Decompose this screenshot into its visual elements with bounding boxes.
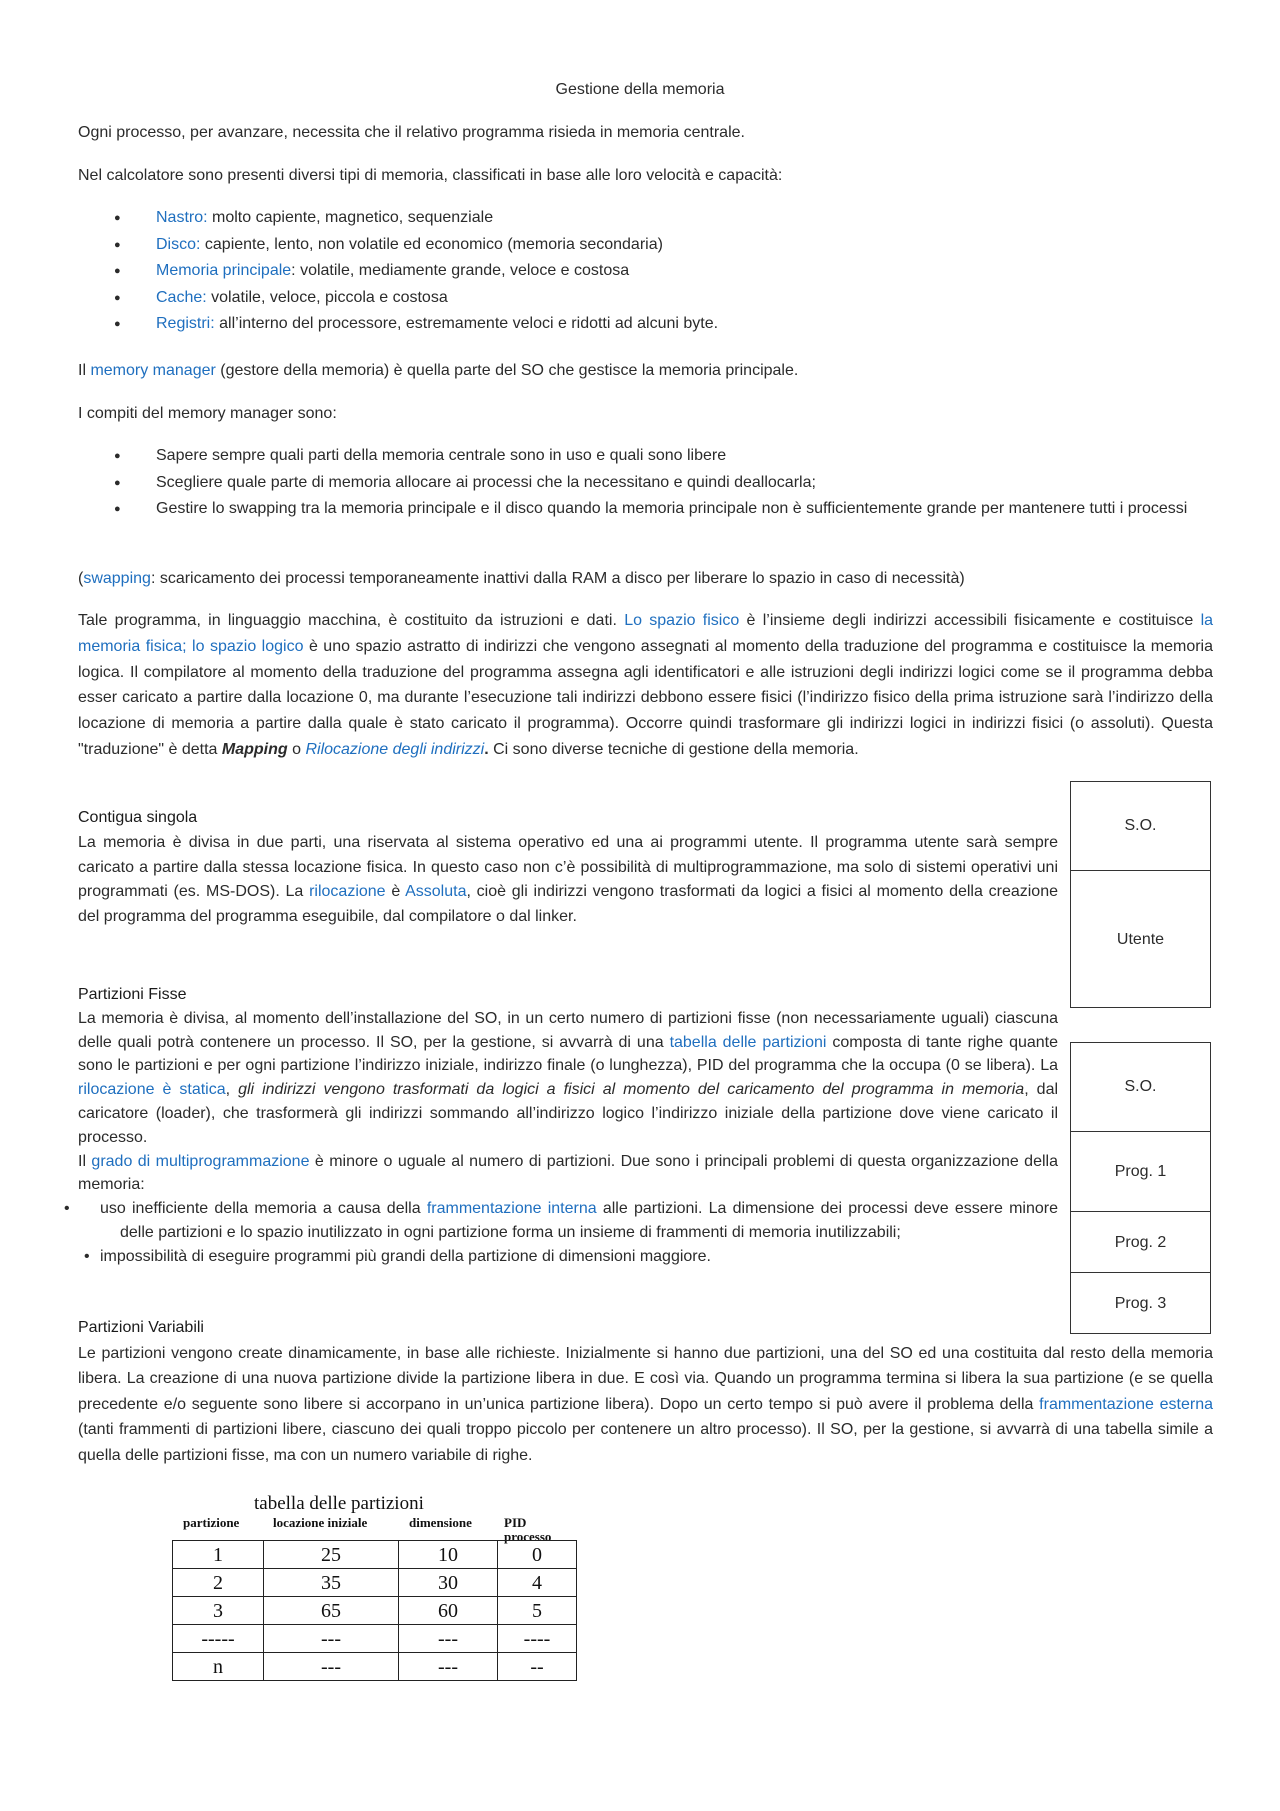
table-header-start: locazione iniziale	[273, 1515, 368, 1530]
list-item: ● Registri: all’interno del processore, estremamente veloci e ridotti ad alcuni byte.	[78, 311, 1213, 338]
table-cell: 10	[399, 1541, 498, 1569]
diagram-cell-os: S.O.	[1124, 817, 1157, 834]
table-cell: 2	[173, 1569, 264, 1597]
tasks-list	[78, 443, 1213, 523]
section-body: La memoria è divisa, al momento dell’installazione del SO, in un certo numero di partizioni fisse (non necessariamente uguali) ciascuna delle quali potrà contenere un processo. Il SO, per la gestione, si avvarrà di una tabella delle partizioni composta di tante righe quante sono le partizioni e per ogni partizione l’indirizzo iniziale, indirizzo finale (o lunghezza), PID del programma che la occupa (0 se libera). La rilocazione è statica, gli indirizzi vengono trasformati da logici a fisici al momento del caricamento del programma in memoria, dal caricatore (loader), che trasformerà gli indirizzi sommando all’indirizzo logico l’indirizzo iniziale della partizione dove viene caricato il processo.	[78, 1009, 1059, 1146]
memory-types-list	[78, 205, 1213, 338]
diagram-cell-prog2: Prog. 2	[1071, 1211, 1210, 1273]
table-cell: ---	[399, 1653, 498, 1681]
table-cell: 4	[498, 1569, 577, 1597]
table-cell: 25	[264, 1541, 399, 1569]
section-partizioni-variabili	[78, 1315, 1213, 1469]
tasks-intro: I compiti del memory manager sono:	[78, 405, 337, 422]
intro-paragraph-1: Ogni processo, per avanzare, necessita che il relativo programma risieda in memoria centrale.	[78, 124, 745, 141]
table-cell: ----	[498, 1625, 577, 1653]
section-heading: Partizioni Variabili	[78, 1319, 204, 1336]
table-cell: 30	[399, 1569, 498, 1597]
table-cell: 1	[173, 1541, 264, 1569]
table-row	[173, 1625, 577, 1653]
table-cell: --	[498, 1653, 577, 1681]
page-title: Gestione della memoria	[555, 81, 725, 98]
memory-manager-paragraph: Il memory manager (gestore della memoria) è quella parte del SO che gestisce la memoria principale.	[78, 362, 799, 379]
table-cell: n	[173, 1653, 264, 1681]
table-row	[173, 1653, 577, 1681]
table-cell: 5	[498, 1597, 577, 1625]
section-body: La memoria è divisa in due parti, una riservata al sistema operativo ed una ai programmi utente. Il programma utente sarà sempre caricato a partire dalla stessa locazione fisica. In questo caso non c’è possibilità di multiprogrammazione, ma solo di sistemi operativi uni programmati (es. MS-DOS). La rilocazione è Assoluta, cioè gli indirizzi vengono trasformati da logici a fisici al momento della creazione del programma del programma eseguibile, dal compilatore o dal linker.	[78, 833, 1059, 926]
table-cell: 0	[498, 1541, 577, 1569]
list-item: ● Cache: volatile, veloce, piccola e costosa	[78, 285, 1213, 312]
section-contigua-singola	[78, 806, 1058, 930]
table-header-pid: PID processo	[504, 1515, 552, 1544]
section-partizioni-fisse	[78, 983, 1058, 1269]
address-space-paragraph: Tale programma, in linguaggio macchina, è costituito da istruzioni e dati. Lo spazio fisico è l’insieme degli indirizzi accessibili fisicamente e costituisce la memoria fisica; lo spazio logico è uno spazio astratto di indirizzi che vengono assegnati al momento della traduzione del programma e costituisce la memoria logica. Il compilatore al momento della traduzione del programma assegna agli identificatori e alle istruzioni degli indirizzi logici come se il programma debba esser caricato a partire dalla locazione 0, ma durante l’esecuzione tali indirizzi debbono essere fisici (l’indirizzo fisico della prima istruzione sarà l’indirizzo della locazione di memoria a partire dalla quale è stato caricato il programma). Occorre quindi trasformare gli indirizzi logici in indirizzi fisici (o assoluti). Questa "traduzione" è detta Mapping o Rilocazione degli indirizzi. Ci sono diverse tecniche di gestione della memoria.	[78, 612, 1214, 758]
table-cell: 3	[173, 1597, 264, 1625]
table-row	[173, 1569, 577, 1597]
table-header-size: dimensione	[409, 1515, 472, 1530]
list-item: ● Scegliere quale parte di memoria allocare ai processi che la necessitano e quindi deallocarla;	[78, 470, 1213, 497]
table-cell: 35	[264, 1569, 399, 1597]
partition-table	[172, 1540, 577, 1681]
table-cell: 60	[399, 1597, 498, 1625]
list-item: ● Memoria principale: volatile, mediamente grande, veloce e costosa	[78, 258, 1213, 285]
list-item: • uso inefficiente della memoria a causa della frammentazione interna alle partizioni. La dimensione dei processi deve essere minore delle partizioni e lo spazio inutilizzato in ogni partizione forma un insieme di frammenti di memoria inutilizzabili;	[78, 1197, 1058, 1245]
section-body-2: Il grado di multiprogrammazione è minore o uguale al numero di partizioni. Due sono i principali problemi di questa organizzazione della memoria:	[78, 1152, 1058, 1194]
intro-paragraph-2: Nel calcolatore sono presenti diversi tipi di memoria, classificati in base alle loro velocità e capacità:	[78, 167, 783, 184]
diagram-cell-os: S.O.	[1124, 1078, 1157, 1095]
list-item: ● Sapere sempre quali parti della memoria centrale sono in uso e quali sono libere	[78, 443, 1213, 470]
table-cell: ---	[264, 1625, 399, 1653]
diagram-cell-user: Utente	[1071, 870, 1210, 1008]
swapping-note: (swapping: scaricamento dei processi temporaneamente inattivi dalla RAM a disco per liberare lo spazio in caso di necessità)	[78, 570, 965, 587]
table-caption: tabella delle partizioni	[254, 1493, 424, 1514]
diagram-cell-prog1: Prog. 1	[1071, 1131, 1210, 1212]
table-cell: ---	[399, 1625, 498, 1653]
table-header-partition: partizione	[183, 1515, 240, 1530]
section-heading: Contigua singola	[78, 809, 198, 826]
list-item: ● Nastro: molto capiente, magnetico, sequenziale	[78, 205, 1213, 232]
list-item: • impossibilità di eseguire programmi più grandi della partizione di dimensioni maggiore.	[78, 1245, 1058, 1269]
table-row	[173, 1597, 577, 1625]
section-heading: Partizioni Fisse	[78, 986, 187, 1003]
list-item: ● Gestire lo swapping tra la memoria principale e il disco quando la memoria principale non è sufficientemente grande per mantenere tutti i processi	[78, 496, 1213, 523]
table-cell: 65	[264, 1597, 399, 1625]
memory-diagram-fixed-partitions	[1070, 1042, 1211, 1334]
list-item: ● Disco: capiente, lento, non volatile ed economico (memoria secondaria)	[78, 232, 1213, 259]
memory-diagram-contiguous	[1070, 781, 1211, 1008]
diagram-cell-prog3: Prog. 3	[1071, 1272, 1210, 1334]
table-row	[173, 1541, 577, 1569]
table-cell: ---	[264, 1653, 399, 1681]
section-body: Le partizioni vengono create dinamicamente, in base alle richieste. Inizialmente si hanno due partizioni, una del SO ed una costituita dal resto della memoria libera. La creazione di una nuova partizione divide la partizione libera in due. E così via. Quando un programma termina si libera la sua partizione (e se quella precedente e/o seguente sono libere si accorpano in un’unica partizione libera). Dopo un certo tempo si può avere il problema della frammentazione esterna (tanti frammenti di partizioni libere, ciascuno dei quali troppo piccolo per contenere un altro processo). Il SO, per la gestione, si avvarrà di una tabella simile a quella delle partizioni fisse, ma con un numero variabile di righe.	[78, 1344, 1214, 1464]
table-cell: -----	[173, 1625, 264, 1653]
